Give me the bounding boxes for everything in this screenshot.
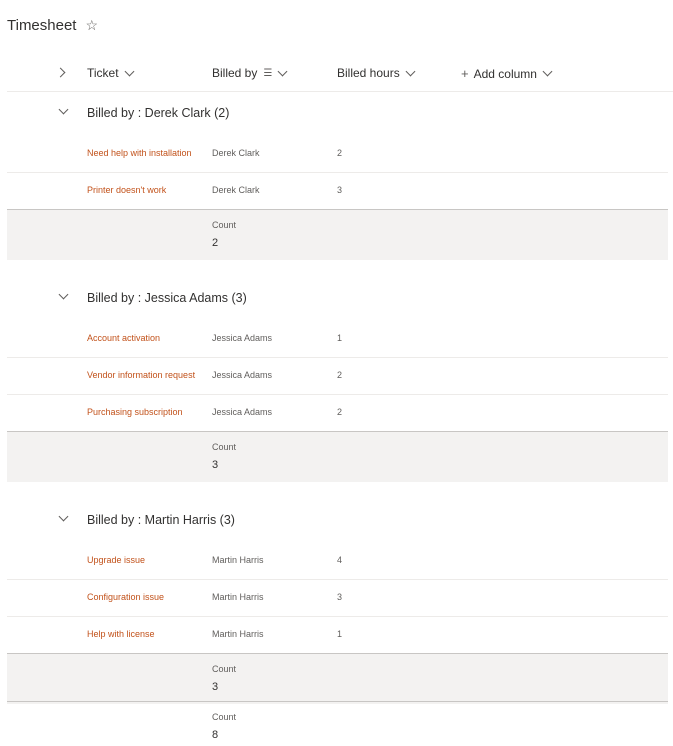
plus-icon: + <box>461 66 469 81</box>
group-jessica-adams <box>7 277 668 482</box>
chevron-down-icon <box>124 66 134 76</box>
billed-by-cell: Jessica Adams <box>212 333 273 343</box>
ticket-link[interactable]: Help with license <box>87 629 155 639</box>
group-count-footer <box>7 653 668 704</box>
group-derek-clark <box>7 92 668 260</box>
ticket-link[interactable]: Configuration issue <box>87 592 165 602</box>
count-label: Count <box>212 220 237 230</box>
ticket-link[interactable]: Vendor information request <box>87 370 196 380</box>
group-header-label: Billed by : Derek Clark (2) <box>87 106 230 120</box>
chevron-down-icon[interactable] <box>59 290 69 300</box>
column-header-billed-hours[interactable] <box>337 66 414 80</box>
count-value: 3 <box>212 681 219 693</box>
total-count-value: 8 <box>212 729 219 741</box>
column-header-billed-hours-label: Billed hours <box>337 66 400 80</box>
total-count-footer <box>7 701 668 746</box>
table-row[interactable] <box>7 395 668 431</box>
column-header-ticket[interactable] <box>87 66 133 80</box>
table-row[interactable] <box>7 617 668 653</box>
table-row[interactable] <box>7 580 668 617</box>
add-column-label: Add column <box>473 66 537 81</box>
column-header-ticket-label: Ticket <box>87 66 119 80</box>
add-column-button[interactable] <box>461 66 551 81</box>
chevron-down-icon[interactable] <box>59 105 69 115</box>
count-label: Count <box>212 664 237 674</box>
billed-hours-cell: 3 <box>337 592 343 602</box>
billed-hours-cell: 2 <box>337 407 343 417</box>
billed-by-cell: Martin Harris <box>212 555 264 565</box>
group-header[interactable] <box>7 92 668 136</box>
chevron-down-icon <box>278 66 288 76</box>
group-count-footer <box>7 431 668 482</box>
ticket-link[interactable]: Account activation <box>87 333 161 343</box>
group-header-label: Billed by : Jessica Adams (3) <box>87 291 247 305</box>
chevron-right-icon <box>56 68 66 78</box>
table-row[interactable] <box>7 543 668 580</box>
ticket-link[interactable]: Printer doesn't work <box>87 185 167 195</box>
ticket-link[interactable]: Need help with installation <box>87 148 192 158</box>
billed-by-cell: Derek Clark <box>212 148 260 158</box>
table-row[interactable] <box>7 136 668 173</box>
column-header-billed-by[interactable] <box>212 66 286 80</box>
billed-hours-cell: 3 <box>337 185 343 195</box>
billed-by-cell: Derek Clark <box>212 185 260 195</box>
chevron-down-icon[interactable] <box>59 512 69 522</box>
count-value: 3 <box>212 459 219 471</box>
count-value: 2 <box>212 237 219 249</box>
count-label: Count <box>212 442 237 452</box>
billed-by-cell: Martin Harris <box>212 592 264 602</box>
group-header[interactable] <box>7 277 668 321</box>
billed-hours-cell: 1 <box>337 333 343 343</box>
page-title: Timesheet <box>7 17 77 34</box>
chevron-down-icon <box>405 66 415 76</box>
column-header-billed-by-label: Billed by <box>212 66 258 80</box>
billed-by-cell: Jessica Adams <box>212 407 273 417</box>
ticket-link[interactable]: Upgrade issue <box>87 555 146 565</box>
page-title-bar <box>7 17 98 34</box>
column-header-row <box>7 58 673 92</box>
favorite-star-icon[interactable]: ☆ <box>85 17 99 33</box>
table-row[interactable] <box>7 358 668 395</box>
expand-all-groups-toggle[interactable] <box>57 69 64 76</box>
billed-hours-cell: 4 <box>337 555 343 565</box>
group-martin-harris <box>7 499 668 704</box>
chevron-down-icon <box>543 67 553 77</box>
group-header-label: Billed by : Martin Harris (3) <box>87 513 235 527</box>
table-row[interactable] <box>7 173 668 209</box>
group-by-icon: ☰ <box>263 67 273 79</box>
table-row[interactable] <box>7 321 668 358</box>
billed-by-cell: Jessica Adams <box>212 370 273 380</box>
total-count-label: Count <box>212 712 237 722</box>
group-count-footer <box>7 209 668 260</box>
billed-hours-cell: 2 <box>337 370 343 380</box>
group-header[interactable] <box>7 499 668 543</box>
billed-hours-cell: 2 <box>337 148 343 158</box>
ticket-link[interactable]: Purchasing subscription <box>87 407 183 417</box>
billed-by-cell: Martin Harris <box>212 629 264 639</box>
billed-hours-cell: 1 <box>337 629 343 639</box>
